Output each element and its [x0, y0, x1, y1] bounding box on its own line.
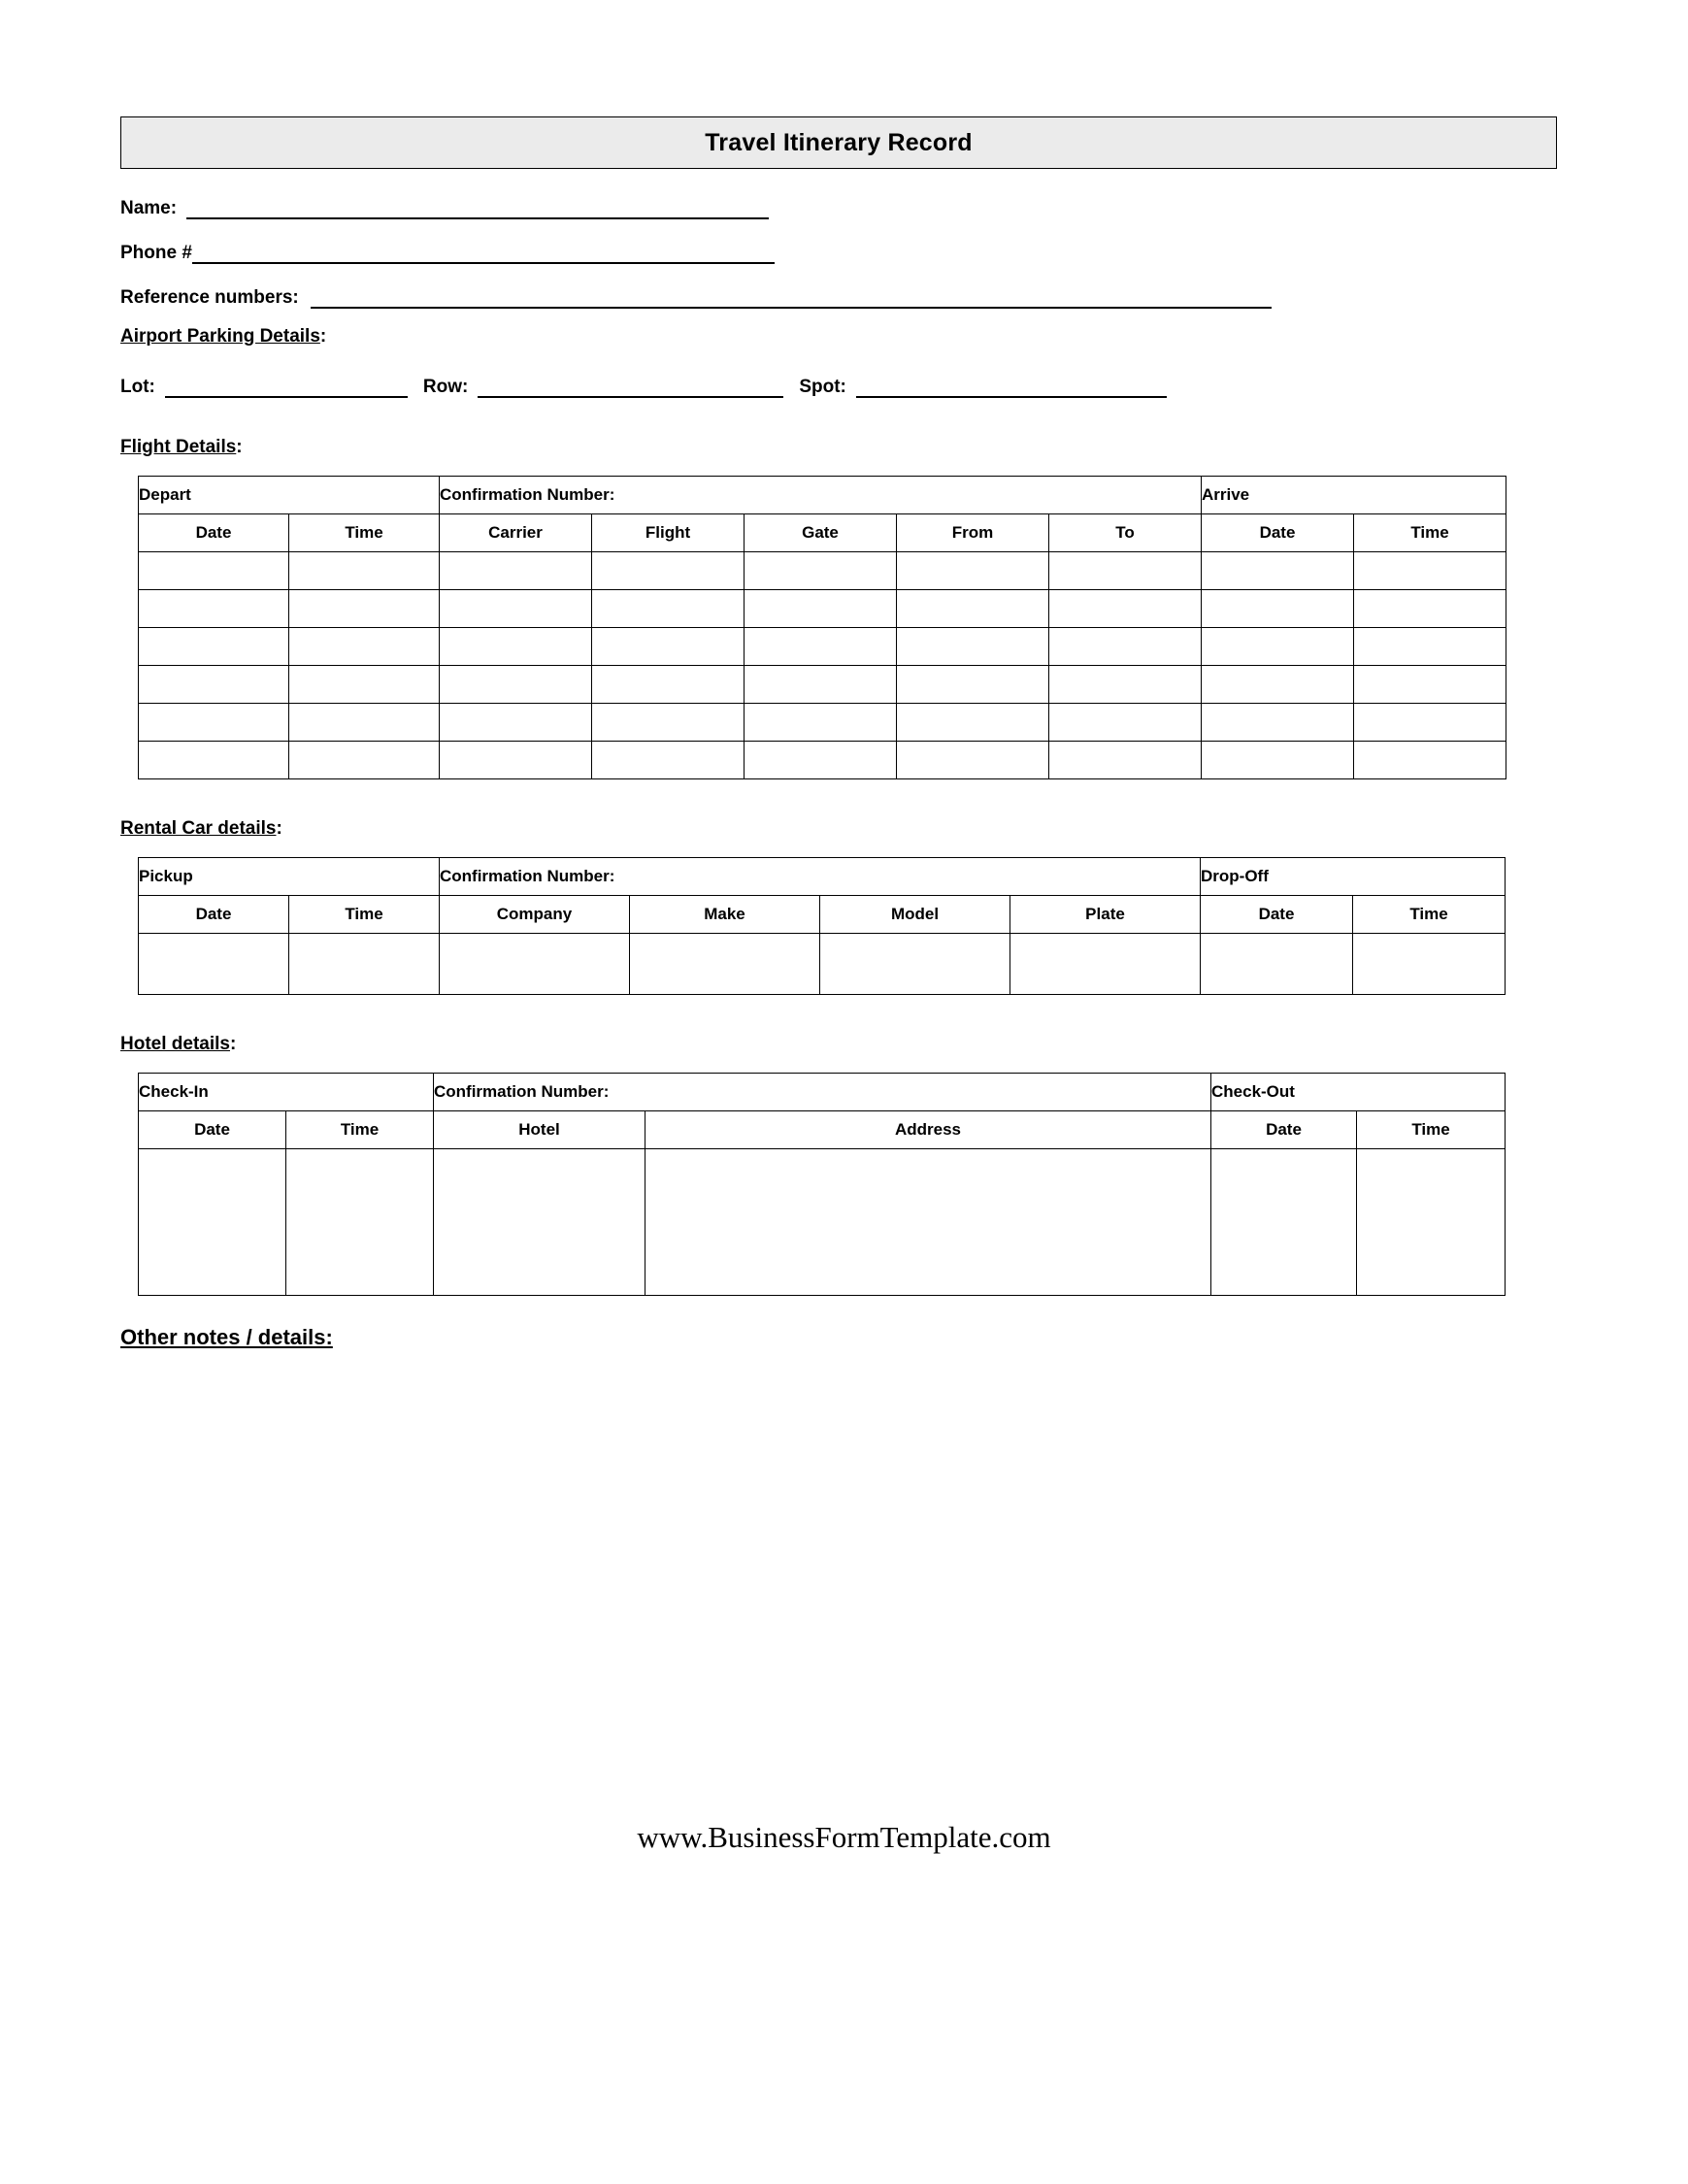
hotel-details-heading: [120, 1034, 1557, 1055]
row-label: Row:: [422, 377, 469, 397]
flight-cell[interactable]: [440, 628, 592, 666]
flight-col-from: From: [897, 514, 1049, 552]
hotel-cell[interactable]: [1357, 1149, 1506, 1296]
table-row: [139, 666, 1506, 704]
flight-cell[interactable]: [745, 590, 897, 628]
other-notes-heading-text: Other notes / details:: [120, 1325, 333, 1349]
flight-cell[interactable]: [745, 704, 897, 742]
flight-cell[interactable]: [1354, 552, 1506, 590]
rental-cell[interactable]: [139, 934, 289, 995]
flight-cell[interactable]: [745, 552, 897, 590]
flight-cell[interactable]: [897, 666, 1049, 704]
flight-cell[interactable]: [139, 552, 289, 590]
phone-field-row: [120, 243, 1557, 264]
rental-car-heading-text: Rental Car details: [120, 818, 277, 839]
flight-cell[interactable]: [592, 742, 745, 779]
hotel-details-heading-colon: :: [229, 1034, 237, 1054]
flight-cell[interactable]: [440, 590, 592, 628]
name-input[interactable]: [186, 198, 769, 219]
flight-cell[interactable]: [139, 742, 289, 779]
flight-cell[interactable]: [440, 742, 592, 779]
rental-col-pickup-date: Date: [139, 896, 289, 934]
hotel-col-checkin-time: Time: [286, 1111, 434, 1149]
flight-cell[interactable]: [289, 552, 440, 590]
rental-col-make: Make: [630, 896, 820, 934]
flight-cell[interactable]: [139, 628, 289, 666]
airport-parking-heading-colon: :: [319, 326, 327, 347]
rental-col-dropoff-date: Date: [1201, 896, 1353, 934]
footer-website: www.BusinessFormTemplate.com: [637, 1820, 1051, 1854]
flight-cell[interactable]: [897, 704, 1049, 742]
flight-cell[interactable]: [592, 590, 745, 628]
rental-cell[interactable]: [289, 934, 440, 995]
flight-cell[interactable]: [1049, 704, 1202, 742]
phone-input[interactable]: [192, 243, 775, 264]
flight-cell[interactable]: [1049, 666, 1202, 704]
flight-cell[interactable]: [1354, 628, 1506, 666]
flight-cell[interactable]: [1354, 590, 1506, 628]
row-input[interactable]: [478, 377, 783, 398]
name-label: Name:: [120, 198, 178, 218]
phone-label: Phone #: [120, 243, 192, 263]
flight-cell[interactable]: [289, 628, 440, 666]
flight-cell[interactable]: [897, 628, 1049, 666]
flight-cell[interactable]: [1354, 704, 1506, 742]
flight-cell[interactable]: [1049, 552, 1202, 590]
hotel-col-checkout-date: Date: [1211, 1111, 1357, 1149]
flight-cell[interactable]: [440, 704, 592, 742]
flight-cell[interactable]: [139, 590, 289, 628]
flight-cell[interactable]: [592, 628, 745, 666]
rental-cell[interactable]: [440, 934, 630, 995]
flight-banner-arrive: Arrive: [1202, 477, 1506, 514]
flight-cell[interactable]: [289, 666, 440, 704]
flight-cell[interactable]: [1354, 666, 1506, 704]
flight-cell[interactable]: [745, 628, 897, 666]
flight-col-flight: Flight: [592, 514, 745, 552]
flight-cell[interactable]: [1202, 590, 1354, 628]
rental-banner-confirmation: Confirmation Number:: [440, 858, 1201, 896]
flight-cell[interactable]: [1354, 742, 1506, 779]
flight-cell[interactable]: [1202, 666, 1354, 704]
table-row: [139, 628, 1506, 666]
hotel-col-hotel: Hotel: [434, 1111, 645, 1149]
hotel-col-address: Address: [645, 1111, 1211, 1149]
hotel-details-heading-text: Hotel details: [120, 1034, 230, 1054]
rental-cell[interactable]: [1201, 934, 1353, 995]
lot-input[interactable]: [165, 377, 408, 398]
flight-cell[interactable]: [289, 742, 440, 779]
rental-col-dropoff-time: Time: [1353, 896, 1506, 934]
table-row: [139, 590, 1506, 628]
flight-cell[interactable]: [1202, 742, 1354, 779]
rental-col-pickup-time: Time: [289, 896, 440, 934]
flight-cell[interactable]: [897, 742, 1049, 779]
flight-cell[interactable]: [592, 666, 745, 704]
hotel-banner-checkin: Check-In: [139, 1074, 434, 1111]
spot-input[interactable]: [856, 377, 1167, 398]
table-row: [139, 552, 1506, 590]
flight-details-table: [138, 476, 1506, 779]
flight-col-carrier: Carrier: [440, 514, 592, 552]
flight-cell[interactable]: [897, 590, 1049, 628]
table-row: [139, 1149, 1506, 1296]
reference-input[interactable]: [311, 287, 1272, 309]
hotel-cell[interactable]: [434, 1149, 645, 1296]
flight-cell[interactable]: [139, 704, 289, 742]
parking-fields-row: [120, 377, 1557, 398]
flight-details-heading: [120, 437, 1557, 458]
hotel-banner-confirmation: Confirmation Number:: [434, 1074, 1211, 1111]
rental-cell[interactable]: [1010, 934, 1201, 995]
flight-cell[interactable]: [1202, 628, 1354, 666]
hotel-header-row: [139, 1111, 1506, 1149]
flight-cell[interactable]: [1049, 590, 1202, 628]
rental-car-heading: [120, 818, 1557, 840]
flight-cell[interactable]: [1202, 704, 1354, 742]
flight-col-depart-time: Time: [289, 514, 440, 552]
table-row: [139, 742, 1506, 779]
hotel-cell[interactable]: [286, 1149, 434, 1296]
reference-field-row: [120, 287, 1557, 309]
rental-banner-row: [139, 858, 1506, 896]
hotel-cell[interactable]: [139, 1149, 286, 1296]
table-row: [139, 934, 1506, 995]
flight-cell[interactable]: [1202, 552, 1354, 590]
flight-banner-confirmation: Confirmation Number:: [440, 477, 1202, 514]
rental-col-company: Company: [440, 896, 630, 934]
rental-header-row: [139, 896, 1506, 934]
rental-col-plate: Plate: [1010, 896, 1201, 934]
document-content: [120, 116, 1557, 1350]
rental-car-heading-colon: :: [276, 818, 282, 839]
hotel-cell[interactable]: [1211, 1149, 1357, 1296]
flight-cell[interactable]: [1049, 628, 1202, 666]
flight-header-row: [139, 514, 1506, 552]
hotel-banner-row: [139, 1074, 1506, 1111]
rental-cell[interactable]: [1353, 934, 1506, 995]
flight-cell[interactable]: [1049, 742, 1202, 779]
flight-cell[interactable]: [897, 552, 1049, 590]
rental-banner-pickup: Pickup: [139, 858, 440, 896]
flight-cell[interactable]: [289, 590, 440, 628]
flight-col-depart-date: Date: [139, 514, 289, 552]
flight-col-arrive-time: Time: [1354, 514, 1506, 552]
rental-car-table: [138, 857, 1506, 995]
lot-label: Lot:: [120, 377, 155, 397]
rental-banner-dropoff: Drop-Off: [1201, 858, 1506, 896]
airport-parking-heading: [120, 326, 1557, 347]
name-field-row: [120, 198, 1557, 219]
spot-label: Spot:: [799, 377, 846, 397]
flight-details-heading-text: Flight Details: [120, 437, 237, 457]
hotel-cell[interactable]: [645, 1149, 1211, 1296]
flight-col-arrive-date: Date: [1202, 514, 1354, 552]
flight-cell[interactable]: [592, 552, 745, 590]
flight-details-heading-colon: :: [236, 437, 243, 457]
flight-cell[interactable]: [745, 666, 897, 704]
flight-col-to: To: [1049, 514, 1202, 552]
other-notes-heading: [120, 1325, 1557, 1350]
flight-cell[interactable]: [592, 704, 745, 742]
rental-cell[interactable]: [820, 934, 1010, 995]
page-title: Travel Itinerary Record: [120, 116, 1557, 169]
rental-col-model: Model: [820, 896, 1010, 934]
flight-col-gate: Gate: [745, 514, 897, 552]
hotel-col-checkout-time: Time: [1357, 1111, 1506, 1149]
table-row: [139, 704, 1506, 742]
flight-cell[interactable]: [440, 552, 592, 590]
hotel-col-checkin-date: Date: [139, 1111, 286, 1149]
hotel-banner-checkout: Check-Out: [1211, 1074, 1506, 1111]
flight-cell[interactable]: [289, 704, 440, 742]
airport-parking-heading-text: Airport Parking Details: [120, 326, 320, 347]
hotel-details-table: [138, 1073, 1506, 1296]
flight-cell[interactable]: [139, 666, 289, 704]
flight-cell[interactable]: [745, 742, 897, 779]
flight-cell[interactable]: [440, 666, 592, 704]
flight-banner-row: [139, 477, 1506, 514]
rental-cell[interactable]: [630, 934, 820, 995]
reference-label: Reference numbers:: [120, 287, 299, 308]
flight-banner-depart: Depart: [139, 477, 440, 514]
